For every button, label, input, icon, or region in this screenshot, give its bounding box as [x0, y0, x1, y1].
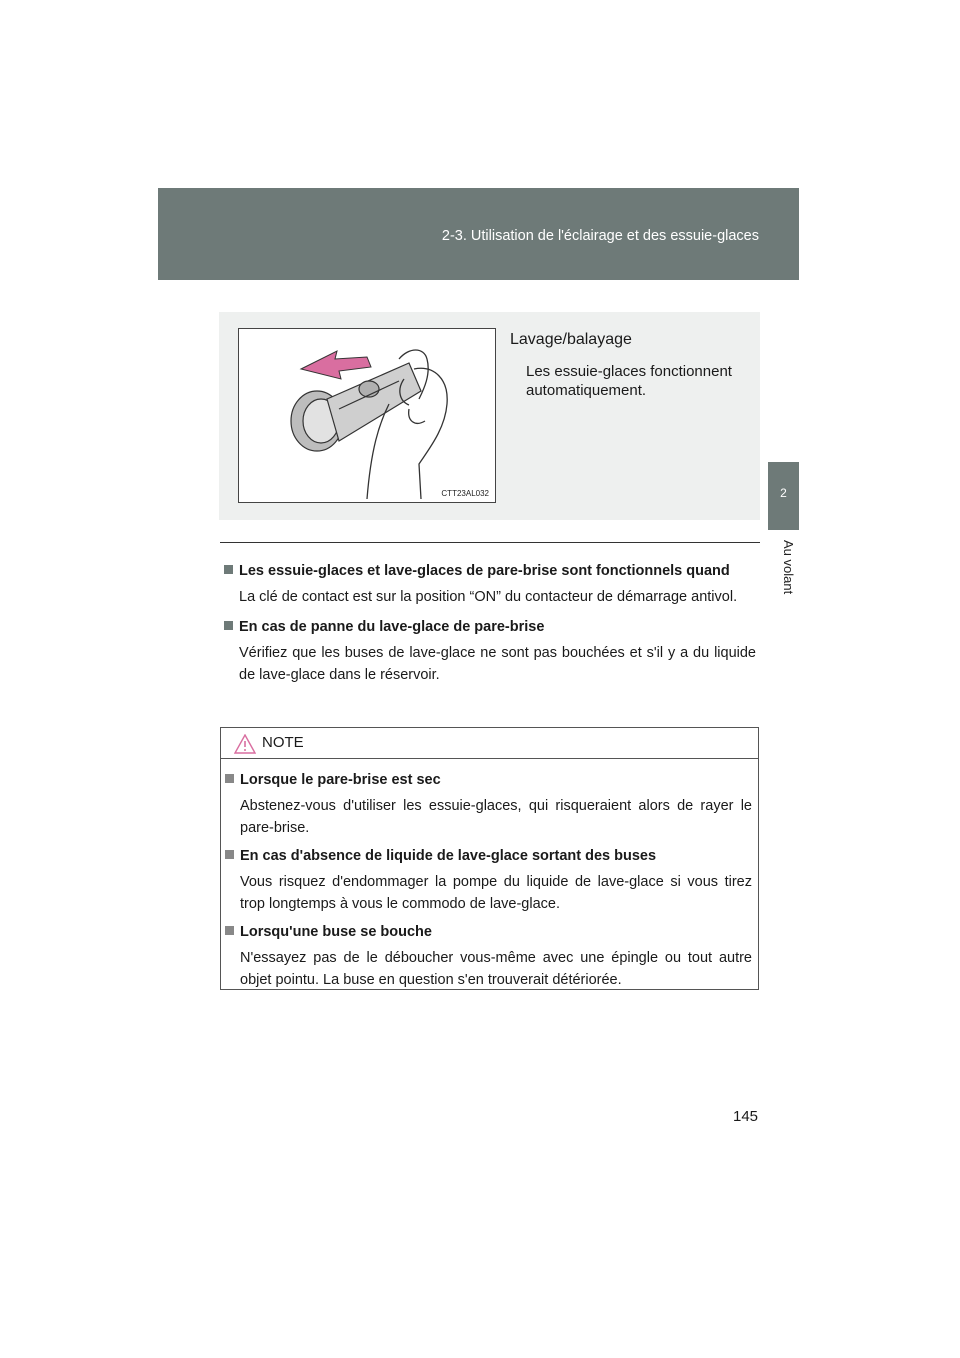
notice-header: [221, 728, 758, 759]
info-note-heading: En cas de panne du lave-glace de pare-brise: [239, 619, 545, 635]
section-divider: [220, 542, 760, 543]
notice-item: [225, 769, 752, 839]
bullet-square-icon: [225, 774, 234, 783]
illustration-description: Les essuie-glaces fonctionnent automatiquement.: [526, 363, 732, 399]
notice-item-body: Abstenez-vous d'utiliser les essuie-glaces, qui risqueraient alors de rayer le pare-brise.: [240, 798, 752, 836]
page-number: 145: [733, 1108, 759, 1125]
notice-title: NOTE: [262, 734, 304, 751]
notice-item-body: N'essayez pas de le déboucher vous-même avec une épingle ou tout autre objet pointu. La buse en question s'en trouverait détériorée.: [240, 950, 752, 988]
chapter-tab: [768, 462, 799, 530]
arrow-icon: [301, 351, 371, 379]
section-title: 2-3. Utilisation de l'éclairage et des essuie-glaces: [441, 228, 759, 244]
notice-item: [225, 921, 752, 991]
notice-box: [220, 727, 759, 990]
notice-item-heading: Lorsque le pare-brise est sec: [240, 772, 441, 788]
notice-item: [225, 845, 752, 915]
bullet-square-icon: [224, 621, 233, 630]
figure-code: CTT23AL032: [441, 489, 489, 498]
bullet-square-icon: [225, 926, 234, 935]
notice-item-heading: En cas d'absence de liquide de lave-glace sortant des buses: [240, 848, 657, 864]
info-note-heading: Les essuie-glaces et lave-glaces de pare-brise sont fonctionnels quand: [239, 563, 730, 579]
warning-triangle-icon: [234, 734, 256, 754]
chapter-number: 2: [780, 486, 787, 500]
wiper-lever-icon: [291, 363, 421, 451]
info-note: [224, 560, 756, 608]
wiper-lever-illustration: [239, 329, 495, 502]
notice-item-heading: Lorsqu'une buse se bouche: [240, 924, 432, 940]
bullet-square-icon: [225, 850, 234, 859]
chapter-label: Au volant: [781, 540, 796, 595]
illustration-frame: [238, 328, 496, 503]
info-note-body: Vérifiez que les buses de lave-glace ne sont pas bouchées et s'il y a du liquide de lave-glace dans le réservoir.: [239, 645, 756, 683]
notice-content: [221, 759, 758, 991]
bullet-square-icon: [224, 565, 233, 574]
info-note-body: La clé de contact est sur la position “ON” du contacteur de démarrage antivol.: [239, 589, 738, 605]
illustration-title: Lavage/balayage: [510, 331, 632, 348]
notice-item-body: Vous risquez d'endommager la pompe du liquide de lave-glace si vous tirez trop longtemps à vous le commodo de lave-glace.: [240, 874, 752, 912]
info-notes: [224, 560, 756, 694]
info-note: [224, 616, 756, 686]
chapter-header-band: [158, 188, 799, 280]
